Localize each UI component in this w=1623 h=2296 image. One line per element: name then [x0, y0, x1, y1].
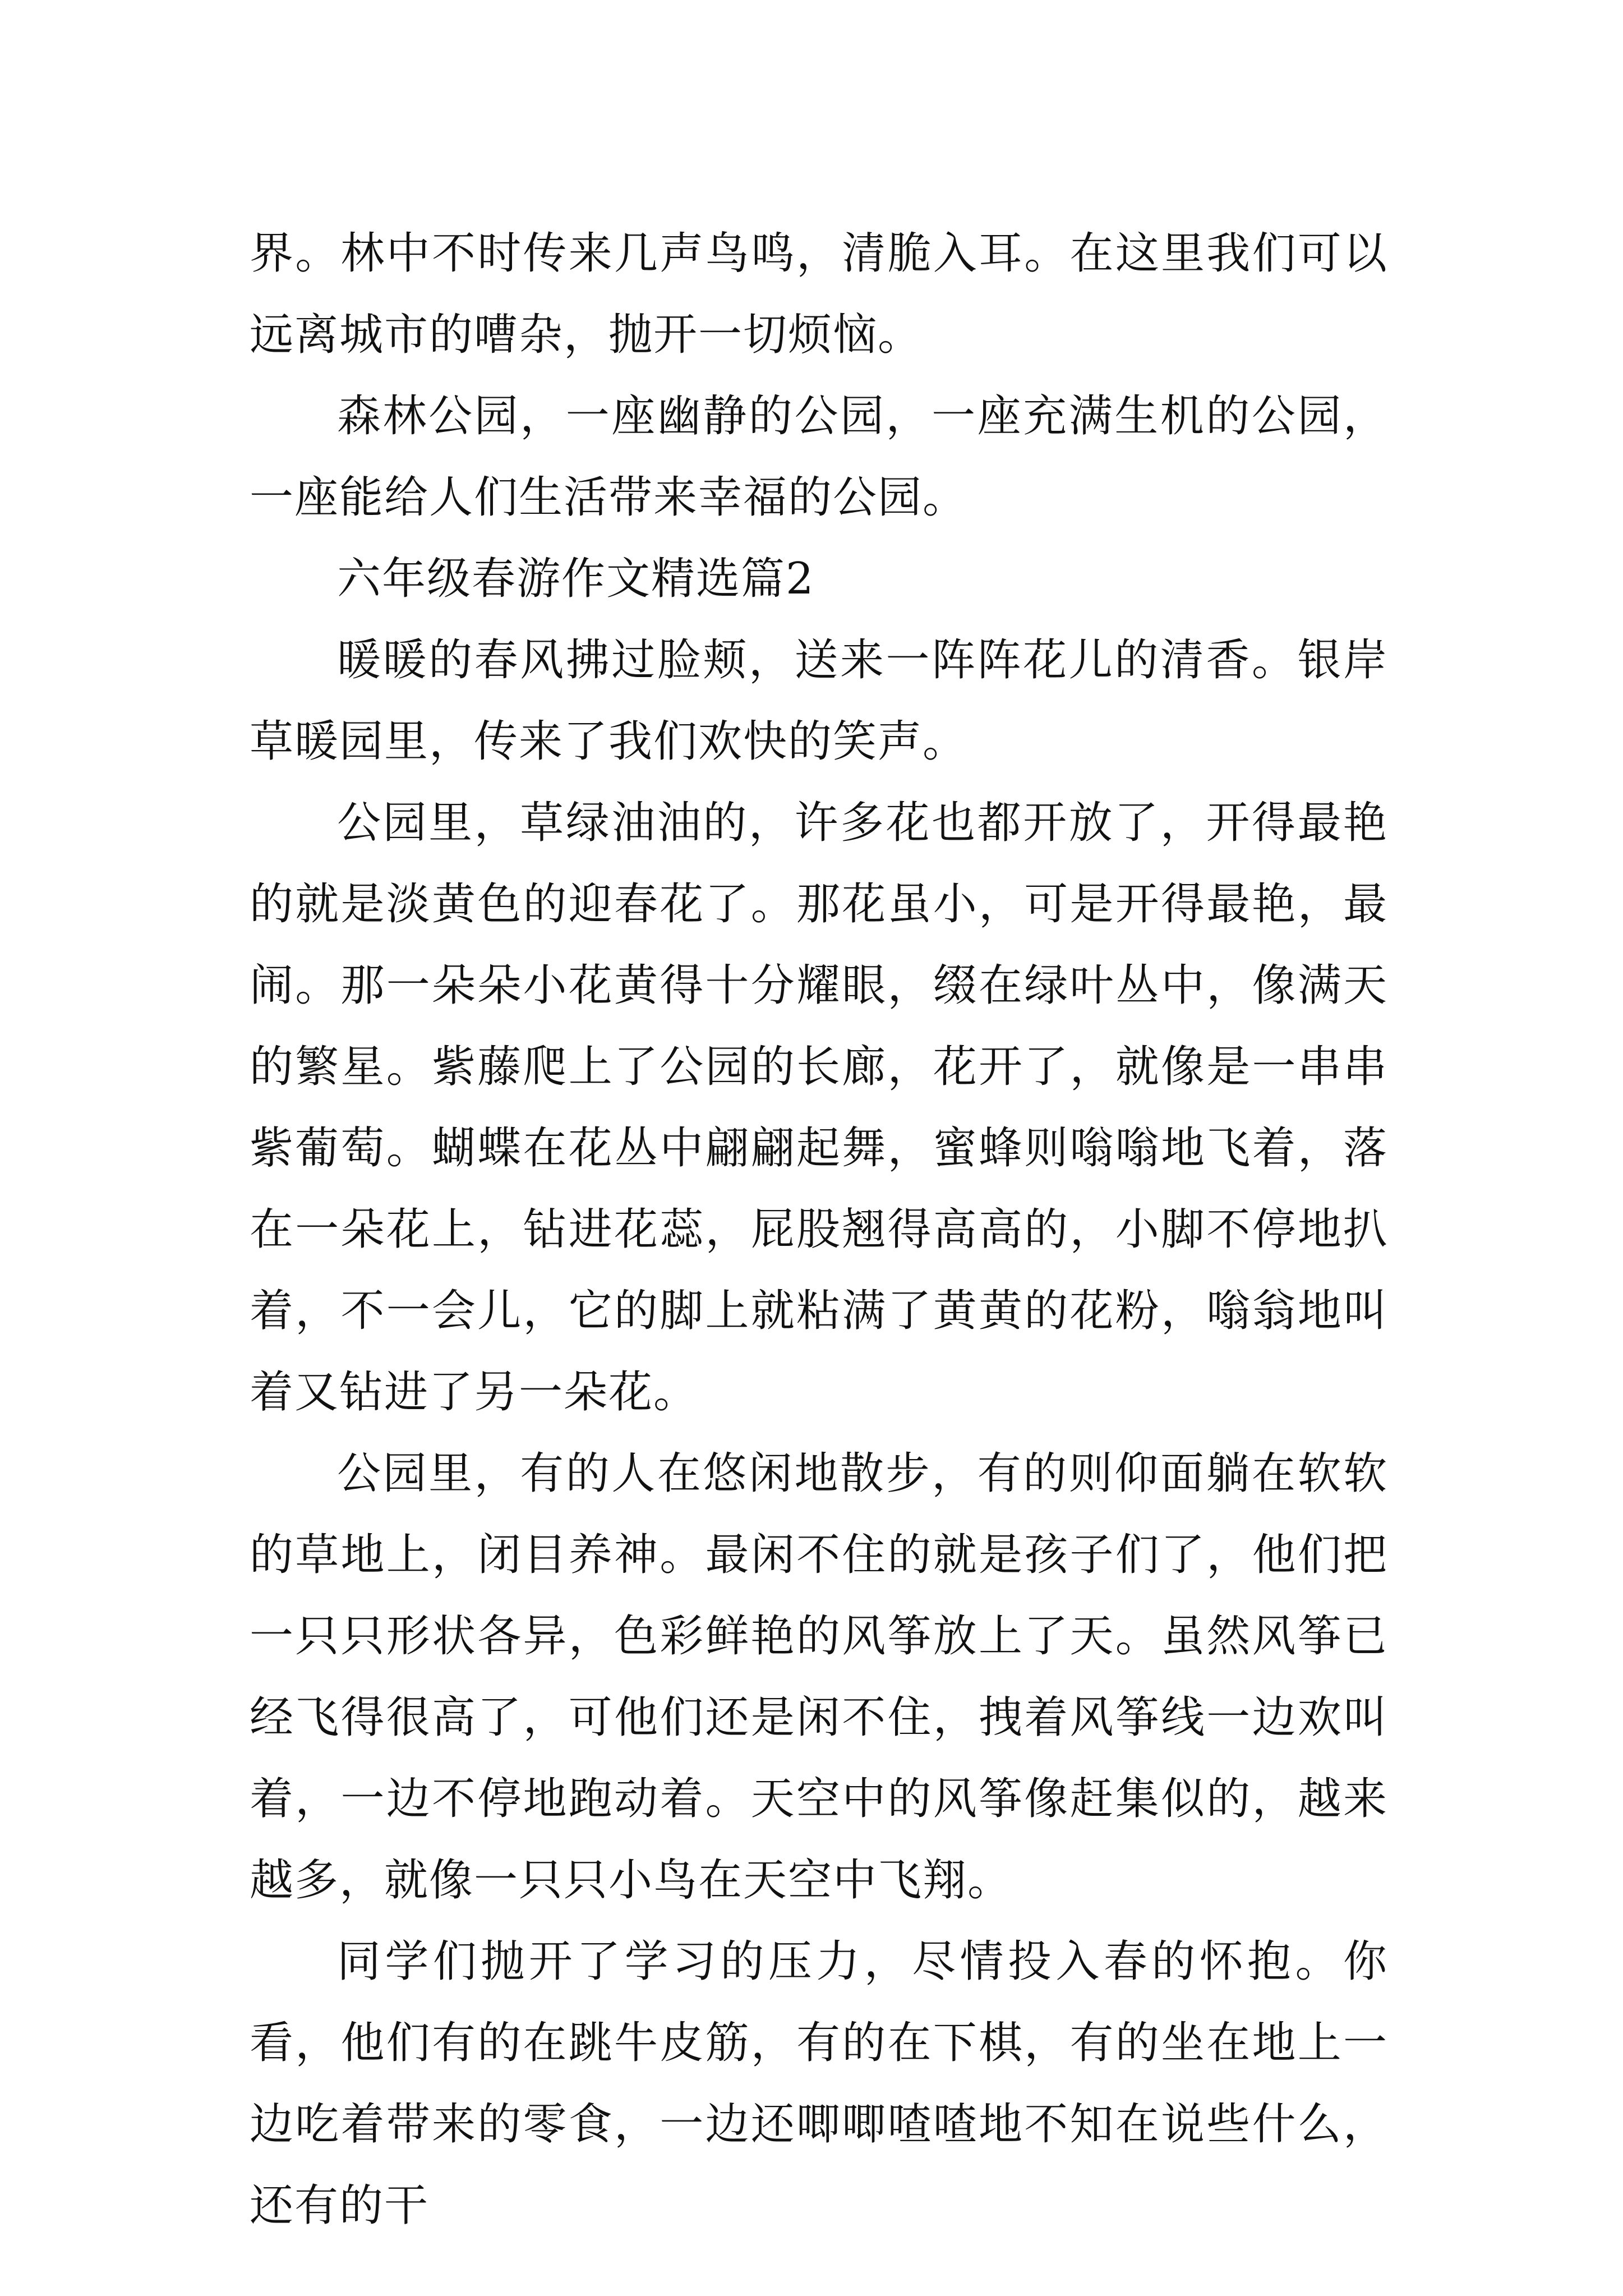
paragraph-spring-breeze: 暖暖的春风拂过脸颊，送来一阵阵花儿的清香。银岸草暖园里，传来了我们欢快的笑声。: [250, 635, 1388, 767]
paragraph-continuation: 界。林中不时传来几声鸟鸣，清脆入耳。在这里我们可以远离城市的嘈杂，抛开一切烦恼。: [250, 228, 1388, 360]
paragraph-classmates: 同学们抛开了学习的压力，尽情投入春的怀抱。你看，他们有的在跳牛皮筋，有的在下棋，有的坐在地上一边吃着带来的零食，一边还唧唧喳喳地不知在说些什么，还有的干: [250, 1936, 1388, 2231]
paragraph-flowers: 公园里，草绿油油的，许多花也都开放了，开得最艳的就是淡黄色的迎春花了。那花虽小，可是开得最艳，最闹。那一朵朵小花黄得十分耀眼，缀在绿叶丛中，像满天的繁星。紫藤爬上了公园的长廊，花开了，就像是一串串紫葡萄。蝴蝶在花丛中翩翩起舞，蜜蜂则嗡嗡地飞着，落在一朵花上，钻进花蕊，屁股翘得高高的，小脚不停地扒着，不一会儿，它的脚上就粘满了黄黄的花粉，嗡翁地叫着又钻进了另一朵花。: [250, 798, 1388, 1418]
document-page: [250, 213, 1388, 2247]
section-heading: 六年级春游作文精选篇2: [337, 554, 815, 604]
paragraph-forest-park: 森林公园，一座幽静的公园，一座充满生机的公园，一座能给人们生活带来幸福的公园。: [250, 391, 1388, 523]
paragraph-kites: 公园里，有的人在悠闲地散步，有的则仰面躺在软软的草地上，闭目养神。最闲不住的就是孩子们了，他们把一只只形状各异，色彩鲜艳的风筝放上了天。虽然风筝已经飞得很高了，可他们还是闲不住，拽着风筝线一边欢叫着，一边不停地跑动着。天空中的风筝像赶集似的，越来越多，就像一只只小鸟在天空中飞翔。: [250, 1448, 1388, 1906]
